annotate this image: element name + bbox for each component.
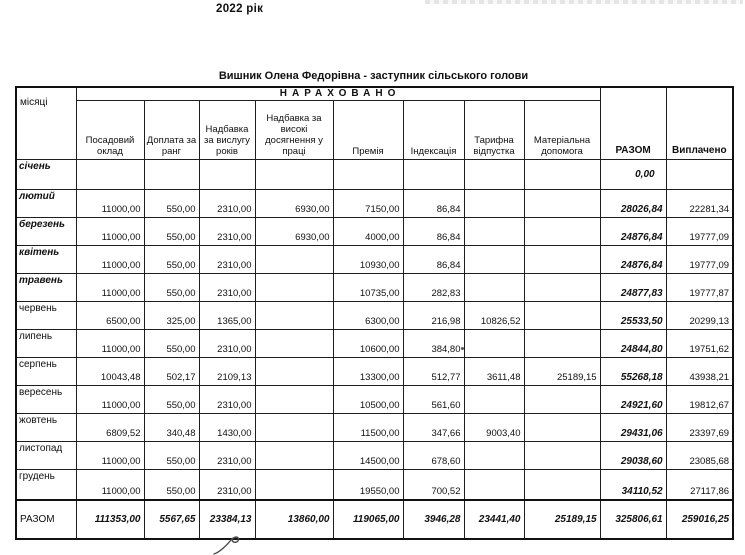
cell: 19550,00 <box>333 469 403 500</box>
month-label: травень <box>16 273 76 301</box>
cell <box>255 385 333 413</box>
totals-cell: 259016,25 <box>666 500 733 539</box>
cell: 24876,84 <box>600 217 666 245</box>
pen-mark <box>211 535 253 555</box>
cell: 11000,00 <box>76 469 144 500</box>
cell: 29431,06 <box>600 413 666 441</box>
cell: 550,00 <box>144 217 199 245</box>
cell: 9003,40 <box>464 413 524 441</box>
cell: 6809,52 <box>76 413 144 441</box>
cell: 6300,00 <box>333 301 403 329</box>
cell: 11000,00 <box>76 385 144 413</box>
cell <box>333 159 403 189</box>
year-label: 2022 рік <box>216 3 264 15</box>
column-header: Індексація <box>403 100 464 159</box>
cell: 27117,86 <box>666 469 733 500</box>
cell <box>464 273 524 301</box>
cell <box>524 469 600 500</box>
cell <box>255 357 333 385</box>
cell <box>464 441 524 469</box>
table-row <box>16 159 733 189</box>
cell: 11000,00 <box>76 273 144 301</box>
cell <box>464 245 524 273</box>
totals-cell: 23441,40 <box>464 500 524 539</box>
cell: 2310,00 <box>199 189 255 217</box>
cell <box>524 217 600 245</box>
table-row <box>16 441 733 469</box>
table-row <box>16 217 733 245</box>
cell: 10043,48 <box>76 357 144 385</box>
totals-cell: 119065,00 <box>333 500 403 539</box>
cell <box>144 159 199 189</box>
cell <box>255 273 333 301</box>
cell <box>524 159 600 189</box>
cell: 11000,00 <box>76 217 144 245</box>
cell: 13300,00 <box>333 357 403 385</box>
cell <box>255 441 333 469</box>
column-header-months: місяці <box>16 87 76 159</box>
cell <box>403 159 464 189</box>
salary-table <box>15 86 734 540</box>
cell: 19777,09 <box>666 245 733 273</box>
cell: 347,66 <box>403 413 464 441</box>
totals-cell: 3946,28 <box>403 500 464 539</box>
cell <box>255 329 333 357</box>
table-row <box>16 245 733 273</box>
month-label: серпень <box>16 357 76 385</box>
cell <box>524 273 600 301</box>
column-group-header-accrued: НАРАХОВАНО <box>76 87 600 100</box>
cell <box>464 189 524 217</box>
cell: 282,83 <box>403 273 464 301</box>
scan-cutoff-text-artifact <box>425 0 743 4</box>
cell: 1430,00 <box>199 413 255 441</box>
cell: 2310,00 <box>199 385 255 413</box>
month-label: квітень <box>16 245 76 273</box>
cell: 86,84 <box>403 217 464 245</box>
cell: 86,84 <box>403 245 464 273</box>
cell: 10735,00 <box>333 273 403 301</box>
cell: 24876,84 <box>600 245 666 273</box>
column-header: Надбавка за вислугу років <box>199 100 255 159</box>
cell: 55268,18 <box>600 357 666 385</box>
cell: 550,00 <box>144 469 199 500</box>
month-label: грудень <box>16 469 76 500</box>
cell <box>464 217 524 245</box>
cell: 2109,13 <box>199 357 255 385</box>
cell <box>255 159 333 189</box>
totals-cell: 5567,65 <box>144 500 199 539</box>
cell: 6500,00 <box>76 301 144 329</box>
month-label: вересень <box>16 385 76 413</box>
cell: 550,00 <box>144 441 199 469</box>
month-label: листопад <box>16 441 76 469</box>
cell: 2310,00 <box>199 245 255 273</box>
cell: 23397,69 <box>666 413 733 441</box>
cell <box>524 245 600 273</box>
cell: 550,00 <box>144 189 199 217</box>
cell: 22281,34 <box>666 189 733 217</box>
table-row <box>16 413 733 441</box>
cell: 24844,80 <box>600 329 666 357</box>
table-row <box>16 329 733 357</box>
cell: 216,98 <box>403 301 464 329</box>
cell: 550,00 <box>144 273 199 301</box>
cell <box>255 413 333 441</box>
column-header: Надбавка за високі досягнення у праці <box>255 100 333 159</box>
cell: 2310,00 <box>199 441 255 469</box>
cell: 550,00 <box>144 245 199 273</box>
cell: 29038,60 <box>600 441 666 469</box>
cell <box>524 189 600 217</box>
cell: 3611,48 <box>464 357 524 385</box>
month-label: березень <box>16 217 76 245</box>
table-row <box>16 301 733 329</box>
cell: 700,52 <box>403 469 464 500</box>
table-row <box>16 385 733 413</box>
column-header-total: РАЗОМ <box>600 87 666 159</box>
cell: 502,17 <box>144 357 199 385</box>
cell: 11000,00 <box>76 441 144 469</box>
table-row <box>16 273 733 301</box>
cell: 340,48 <box>144 413 199 441</box>
column-header: Доплата за ранг <box>144 100 199 159</box>
cell: 512,77 <box>403 357 464 385</box>
cell <box>524 301 600 329</box>
column-header: Матеріальна допомога <box>524 100 600 159</box>
cell: 11000,00 <box>76 189 144 217</box>
cell: 19751,62 <box>666 329 733 357</box>
cell: 19812,67 <box>666 385 733 413</box>
cell: 1365,00 <box>199 301 255 329</box>
cell: 34110,52 <box>600 469 666 500</box>
cell: 4000,00 <box>333 217 403 245</box>
month-label: жовтень <box>16 413 76 441</box>
month-label: червень <box>16 301 76 329</box>
cell: 24921,60 <box>600 385 666 413</box>
cell <box>524 413 600 441</box>
cell: 43938,21 <box>666 357 733 385</box>
totals-cell: 23384,13 <box>199 500 255 539</box>
cell: 28026,84 <box>600 189 666 217</box>
cell: 11000,00 <box>76 329 144 357</box>
cell: 550,00 <box>144 329 199 357</box>
cell <box>524 329 600 357</box>
cell: 86,84 <box>403 189 464 217</box>
cell: 2310,00 <box>199 469 255 500</box>
cell: 2310,00 <box>199 217 255 245</box>
totals-cell: 25189,15 <box>524 500 600 539</box>
table-row <box>16 357 733 385</box>
totals-row <box>16 500 733 539</box>
cell <box>666 159 733 189</box>
totals-cell: 13860,00 <box>255 500 333 539</box>
cell <box>255 469 333 500</box>
cell: 25533,50 <box>600 301 666 329</box>
cell <box>524 385 600 413</box>
cell: 384,80 <box>403 329 464 357</box>
month-label: липень <box>16 329 76 357</box>
cell: 561,60 <box>403 385 464 413</box>
cell: 23085,68 <box>666 441 733 469</box>
cell <box>464 469 524 500</box>
cell: 550,00 <box>144 385 199 413</box>
column-header-paid: Виплачено <box>666 87 733 159</box>
totals-cell: 111353,00 <box>76 500 144 539</box>
cell: 19777,09 <box>666 217 733 245</box>
cell: 11500,00 <box>333 413 403 441</box>
cell: 2310,00 <box>199 273 255 301</box>
totals-cell: 325806,61 <box>600 500 666 539</box>
cell: 19777,87 <box>666 273 733 301</box>
cell: 20299,13 <box>666 301 733 329</box>
cell <box>199 159 255 189</box>
cell: 325,00 <box>144 301 199 329</box>
column-header: Тарифна відпустка <box>464 100 524 159</box>
table-row <box>16 469 733 500</box>
header-row-group <box>16 87 733 100</box>
cell: 2310,00 <box>199 329 255 357</box>
table-row <box>16 189 733 217</box>
cell: 10600,00 <box>333 329 403 357</box>
month-label: січень <box>16 159 76 189</box>
cell: 24877,83 <box>600 273 666 301</box>
cell <box>524 441 600 469</box>
cell: 7150,00 <box>333 189 403 217</box>
cell: 0,00 <box>600 159 666 189</box>
cell <box>255 245 333 273</box>
page-title: Вишник Олена Федорівна - заступник сільського голови <box>218 70 529 82</box>
cell: 6930,00 <box>255 217 333 245</box>
cell <box>255 301 333 329</box>
cell <box>464 159 524 189</box>
month-label: лютий <box>16 189 76 217</box>
cell: 11000,00 <box>76 245 144 273</box>
cell: 10500,00 <box>333 385 403 413</box>
cell: 10930,00 <box>333 245 403 273</box>
cell: 25189,15 <box>524 357 600 385</box>
cell <box>76 159 144 189</box>
totals-label: РАЗОМ <box>16 500 76 539</box>
cell: 678,60 <box>403 441 464 469</box>
cell <box>464 329 524 357</box>
column-header: Премія <box>333 100 403 159</box>
cell: 6930,00 <box>255 189 333 217</box>
scan-dot-artifact <box>461 347 464 350</box>
cell: 10826,52 <box>464 301 524 329</box>
column-header: Посадовий оклад <box>76 100 144 159</box>
cell <box>464 385 524 413</box>
cell: 14500,00 <box>333 441 403 469</box>
